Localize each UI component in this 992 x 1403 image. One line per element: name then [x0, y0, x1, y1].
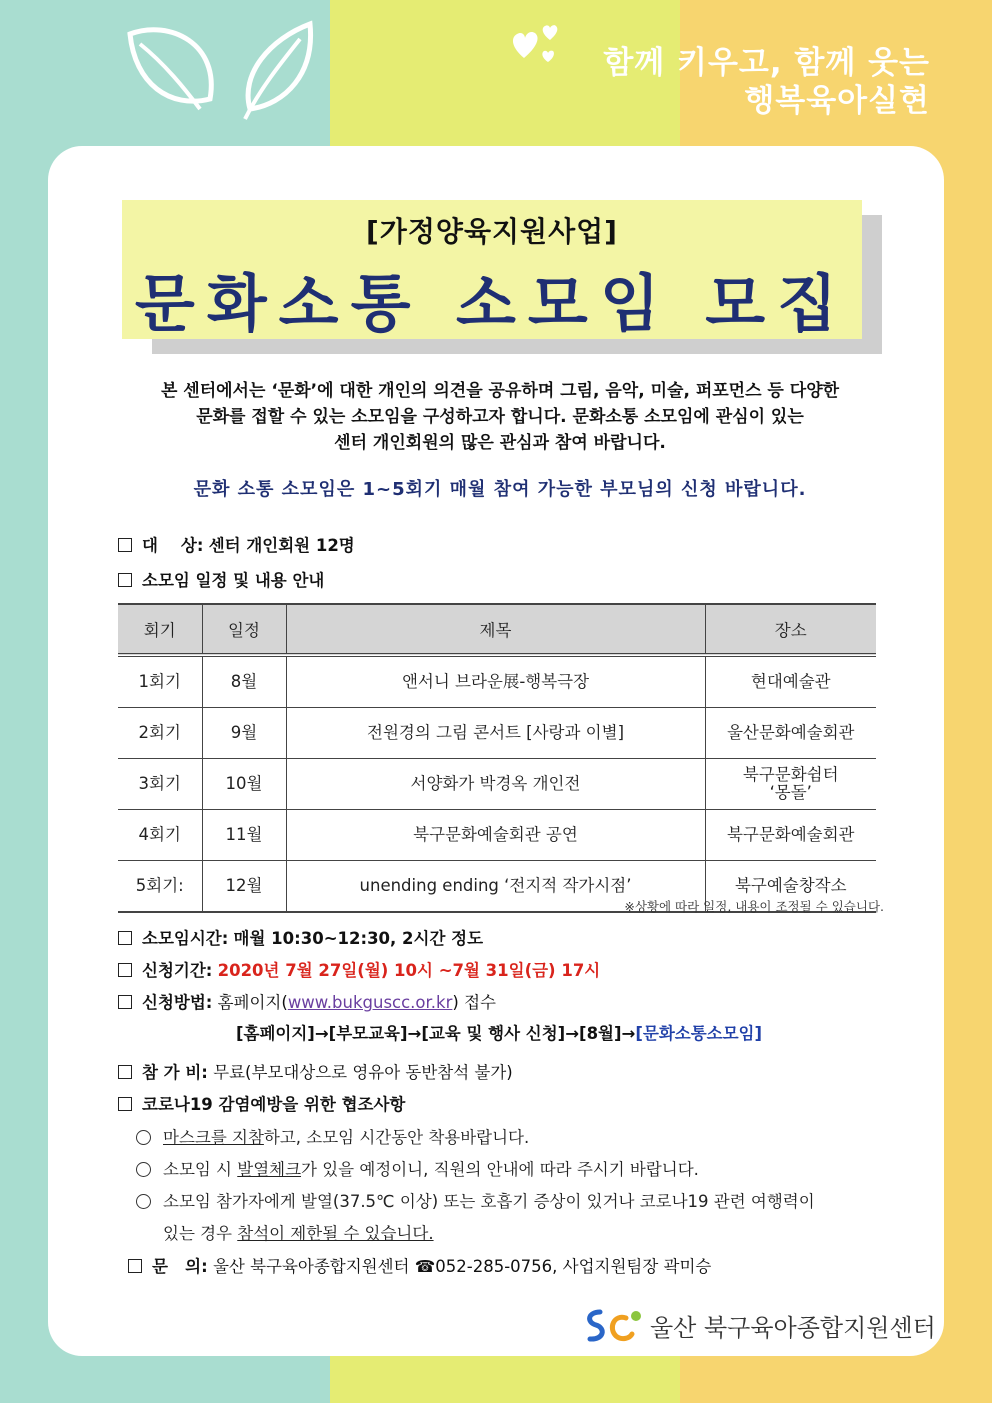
period-item [118, 957, 600, 981]
cell-date: 9월 [202, 708, 286, 759]
slogan-line2: 행복육아실현 [744, 83, 930, 119]
cell-title: 전원경의 그림 콘서트 [사랑과 이별] [286, 708, 705, 759]
cell-date: 12월 [202, 861, 286, 913]
fee-value: 무료(부모대상으로 영유아 동반참석 불가) [213, 1063, 513, 1082]
hearts-icon [508, 20, 578, 70]
cell-title: unending ending ‘전지적 작가시점’ [286, 861, 705, 913]
schedule-table [118, 603, 876, 913]
covid-bullet-3 [136, 1188, 815, 1212]
cell-date: 11월 [202, 810, 286, 861]
table-row [118, 810, 876, 861]
cell-title: 북구문화예술회관 공연 [286, 810, 705, 861]
covid-b3-underlined: 참석이 제한될 수 있습니다. [237, 1224, 434, 1243]
table-row [118, 655, 876, 708]
leaf-icon [110, 14, 330, 124]
table-note: ※상황에 따라 일정, 내용이 조정될 수 있습니다. [624, 899, 884, 914]
path-highlight: [문화소통소모임] [635, 1024, 763, 1043]
fee-label: 참 가 비: [142, 1063, 208, 1082]
checkbox-icon [118, 995, 132, 1009]
title-sub: [가정양육지원사업] [366, 215, 618, 248]
covid-bullet-3-cont [163, 1220, 434, 1244]
covid-heading [118, 1091, 405, 1115]
method-prefix: 홈페이지( [217, 993, 288, 1012]
cell-title: 서양화가 박경옥 개인전 [286, 759, 705, 810]
cell-session: 3회기 [118, 759, 202, 810]
cell-place: 북구문화예술회관 [705, 810, 876, 861]
circle-bullet-icon [136, 1130, 151, 1145]
period-value: 2020년 7월 27일(월) 10시 ~7월 31일(금) 17시 [217, 961, 601, 980]
method-suffix: ) 접수 [452, 993, 496, 1012]
covid-bullet-1 [136, 1124, 529, 1148]
time-label: 소모임시간: [142, 929, 229, 948]
contact-label: 문 의: [152, 1257, 208, 1276]
cell-session: 1회기 [118, 655, 202, 708]
period-label: 신청기간: [142, 961, 213, 980]
application-path [236, 1020, 762, 1044]
cell-place: 북구문화쉼터 ‘몽돌’ [705, 759, 876, 810]
covid-b1-underlined: 마스크를 지참 [163, 1128, 264, 1147]
checkbox-icon [118, 931, 132, 945]
intro-text [110, 378, 890, 456]
cell-session: 5회기: [118, 861, 202, 913]
target-label: 대 상: [142, 536, 204, 555]
path-main: [홈페이지]→[부모교육]→[교육 및 행사 신청]→[8월]→ [236, 1024, 636, 1043]
covid-b3-pre: 있는 경우 [163, 1224, 238, 1243]
target-item [118, 532, 355, 556]
checkbox-icon [118, 1097, 132, 1111]
checkbox-icon [118, 573, 132, 587]
method-label: 신청방법: [142, 993, 213, 1012]
covid-b2-underlined: 발열체크 [237, 1160, 302, 1179]
table-header-row [118, 604, 876, 655]
covid-heading-text: 코로나19 감염예방을 위한 협조사항 [142, 1095, 406, 1114]
cell-place: 현대예술관 [705, 655, 876, 708]
header-place: 장소 [705, 604, 876, 655]
slogan-line1: 함께 키우고, 함께 웃는 [603, 45, 930, 81]
covid-b2-pre: 소모임 시 [163, 1160, 238, 1179]
cell-date: 10월 [202, 759, 286, 810]
checkbox-icon [118, 538, 132, 552]
table-row [118, 708, 876, 759]
table-row [118, 759, 876, 810]
covid-bullet-2 [136, 1156, 699, 1180]
cell-place: 울산문화예술회관 [705, 708, 876, 759]
time-value: 매월 10:30~12:30, 2시간 정도 [233, 929, 484, 948]
center-logo-icon [582, 1306, 646, 1346]
checkbox-icon [128, 1259, 142, 1273]
page-title: 문화소통 소모임 모집 [134, 267, 850, 340]
intro-line3: 센터 개인회원의 많은 관심과 참여 바랍니다. [334, 433, 666, 453]
contact-value: 울산 북구육아종합지원센터 ☎052-285-0756, 사업지원팀장 곽미승 [212, 1257, 712, 1276]
cell-date: 8월 [202, 655, 286, 708]
checkbox-icon [118, 1065, 132, 1079]
cell-session: 2회기 [118, 708, 202, 759]
header-session: 회기 [118, 604, 202, 655]
schedule-heading [118, 567, 324, 591]
intro-line2: 문화를 접할 수 있는 소모임을 구성하고자 합니다. 문화소통 소모임에 관심이 있는 [196, 407, 804, 427]
cell-title: 앤서니 브라운展-행복극장 [286, 655, 705, 708]
contact-item [128, 1253, 711, 1277]
schedule-heading-text: 소모임 일정 및 내용 안내 [142, 571, 325, 590]
fee-item [118, 1059, 513, 1083]
header-date: 일정 [202, 604, 286, 655]
header-title: 제목 [286, 604, 705, 655]
title-box [122, 200, 862, 339]
notice-text: 문화 소통 소모임은 1~5회기 매월 참여 가능한 부모님의 신청 바랍니다. [193, 479, 807, 500]
footer-org-name: 울산 북구육아종합지원센터 [650, 1314, 936, 1342]
covid-b1-rest: 하고, 소모임 시간동안 착용바랍니다. [263, 1128, 530, 1147]
cell-session: 4회기 [118, 810, 202, 861]
intro-line1: 본 센터에서는 ‘문화’에 대한 개인의 의견을 공유하며 그림, 음악, 미술, 퍼포먼스 등 다양한 [160, 381, 840, 401]
covid-b2-rest: 가 있을 예정이니, 직원의 안내에 따라 주시기 바랍니다. [301, 1160, 699, 1179]
time-item [118, 925, 483, 949]
covid-b3-line1: 소모임 참가자에게 발열(37.5℃ 이상) 또는 호흡기 증상이 있거나 코로나19 관련 여행력이 [163, 1192, 815, 1211]
homepage-link[interactable]: www.bukguscc.or.kr [287, 993, 453, 1012]
cell-place: 북구예술창작소 [705, 861, 876, 913]
target-value: 센터 개인회원 12명 [208, 536, 355, 555]
circle-bullet-icon [136, 1162, 151, 1177]
method-item [118, 989, 496, 1013]
checkbox-icon [118, 963, 132, 977]
circle-bullet-icon [136, 1194, 151, 1209]
slogan [603, 44, 930, 120]
